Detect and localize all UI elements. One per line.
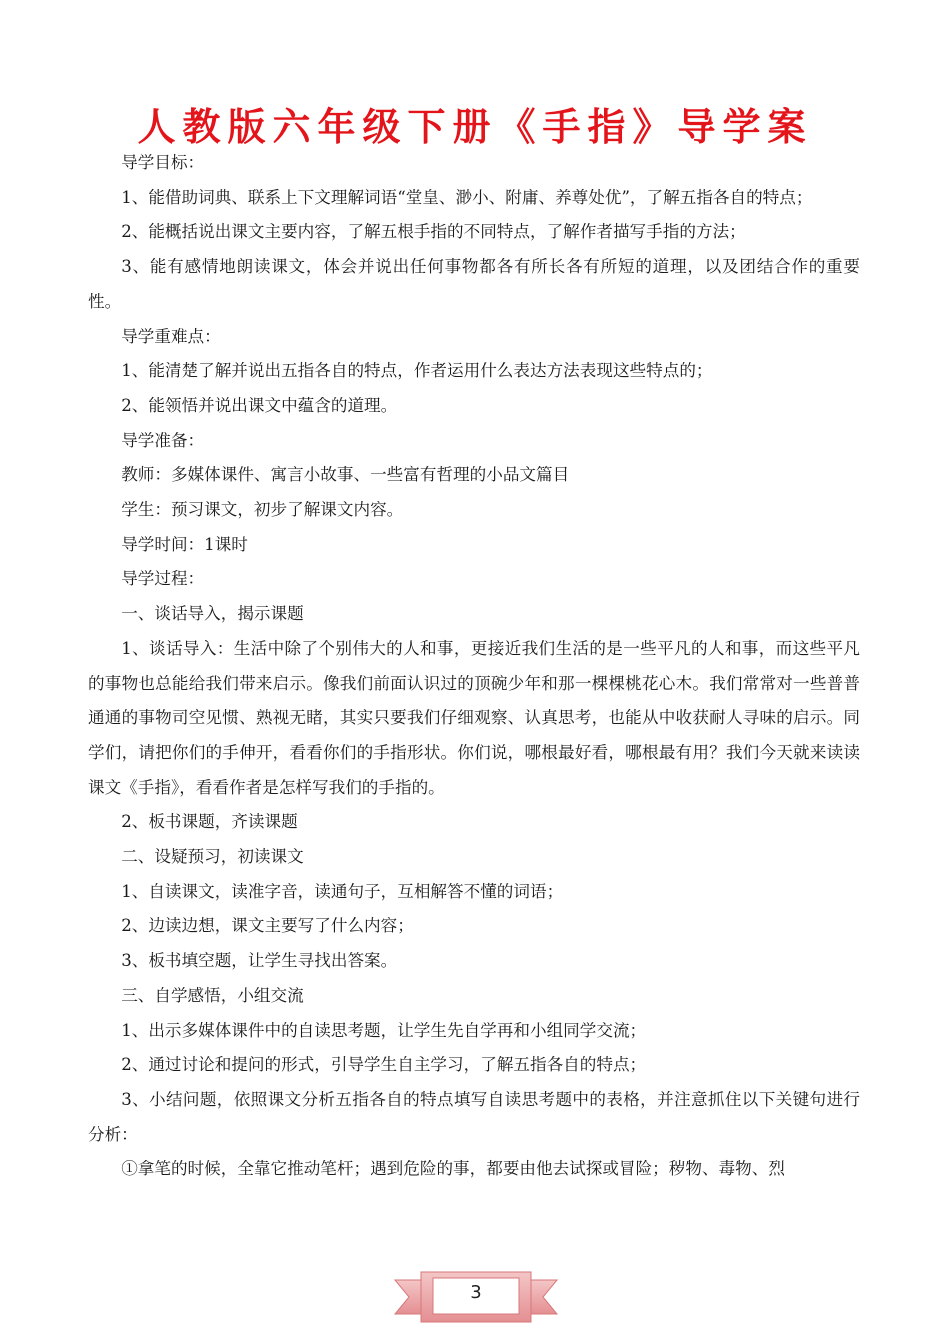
paragraph: 导学过程： (121, 569, 205, 589)
paragraph: 2、能概括说出课文主要内容，了解五根手指的不同特点，了解作者描写手指的方法； (121, 222, 746, 242)
paragraph: 导学重难点： (121, 326, 221, 346)
paragraph: 一、谈话导入，揭示课题 (121, 604, 304, 624)
paragraph: 导学准备： (121, 430, 205, 450)
paragraph: 2、边读边想，课文主要写了什么内容； (121, 916, 414, 936)
paragraph: ①拿笔的时候，全靠它推动笔杆；遇到危险的事，都要由他去试探或冒险；秽物、毒物、烈 (121, 1159, 785, 1179)
paragraph: 3、小结问题，依照课文分析五指各自的特点填写自读思考题中的表格，并注意抓住以下关键句进行分析： (88, 1089, 860, 1144)
paragraph: 2、通过讨论和提问的形式，引导学生自主学习，了解五指各自的特点； (121, 1055, 647, 1075)
paragraph: 1、自读课文，读准字音，读通句子，互相解答不懂的词语； (121, 881, 564, 901)
paragraph: 2、能领悟并说出课文中蕴含的道理。 (121, 395, 398, 415)
paragraph: 1、谈话导入：生活中除了个别伟大的人和事，更接近我们生活的是一些平凡的人和事，而这些平凡的事物也总能给我们带来启示。像我们前面认识过的顶碗少年和那一棵棵桃花心木。我们常常对一些普普通通的事物司空见惯、熟视无睹，其实只要我们仔细观察、认真思考，也能从中收获耐人寻味的启示。同学们，请把你们的手伸开，看看你们的手指形状。你们说，哪根最好看，哪根最有用？我们今天就来读读课文《手指》，看看作者是怎样写我们的手指的。 (88, 638, 860, 797)
paragraph: 三、自学感悟，小组交流 (121, 985, 304, 1005)
document-title: 人教版六年级下册《手指》导学案 (137, 105, 813, 149)
paragraph: 1、出示多媒体课件中的自读思考题，让学生先自学再和小组同学交流； (121, 1020, 647, 1040)
paragraph: 导学时间：1课时 (121, 534, 248, 554)
paragraph: 3、板书填空题，让学生寻找出答案。 (121, 951, 398, 971)
paragraph: 学生：预习课文，初步了解课文内容。 (121, 500, 404, 520)
paragraph: 1、能借助词典、联系上下文理解词语“堂皇、渺小、附庸、养尊处优”，了解五指各自的特点； (121, 187, 813, 207)
paragraph: 导学目标： (121, 153, 205, 172)
page-number: 3 (470, 1282, 482, 1303)
document-body (88, 146, 860, 1187)
page-number-ribbon (393, 1266, 559, 1330)
paragraph: 3、能有感情地朗读课文，体会并说出任何事物都各有所长各有所短的道理，以及团结合作的重要性。 (88, 257, 860, 311)
paragraph: 2、板书课题，齐读课题 (121, 812, 298, 832)
paragraph: 二、设疑预习，初读课文 (121, 847, 304, 867)
paragraph: 1、能清楚了解并说出五指各自的特点，作者运用什么表达方法表现这些特点的； (121, 361, 713, 381)
paragraph: 教师：多媒体课件、寓言小故事、一些富有哲理的小品文篇目 (121, 465, 570, 485)
